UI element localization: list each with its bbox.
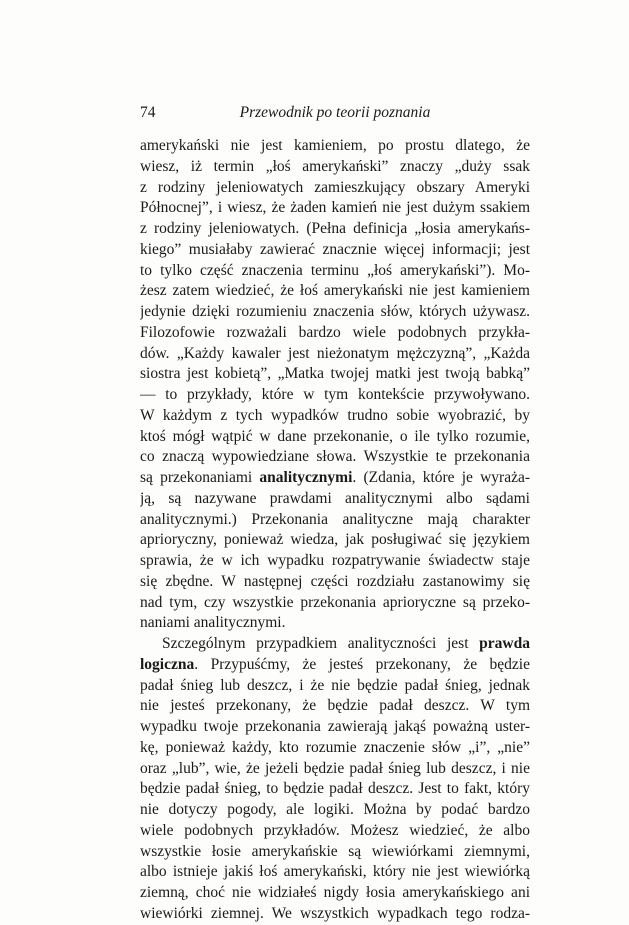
text-line — [140, 468, 530, 489]
text-segment: nie dotyczy pogody, ale logiki. Można by podać bardzo — [140, 801, 530, 818]
text-segment: . Przypuśćmy, że jesteś przekonany, że będzie — [194, 655, 530, 673]
text-line — [140, 883, 530, 904]
text-line — [140, 572, 530, 593]
bold-term: logiczna — [140, 655, 195, 673]
text-segment: nie jesteś przekonany, że będzie padał deszcz. W tym — [140, 697, 530, 715]
text-line — [140, 364, 530, 385]
text-segment: siostra jest kobietą”, „Matka twojej matki jest twoją babką” — [140, 365, 530, 383]
text-line — [140, 302, 530, 323]
text-segment: ziemną, choć nie widziałeś nigdy łosia amerykańskiego ani — [140, 884, 530, 901]
text-line — [140, 219, 530, 240]
text-line — [140, 530, 530, 551]
text-line — [140, 613, 530, 634]
text-line — [140, 759, 530, 780]
text-segment: . (Zdania, które je wyraża- — [352, 469, 530, 486]
text-line — [140, 717, 530, 738]
text-line — [140, 427, 530, 448]
text-segment: amerykański nie jest kamieniem, po prostu dlatego, że — [140, 137, 530, 154]
page-header — [140, 104, 530, 128]
running-title: Przewodnik po teorii poznania — [239, 104, 431, 121]
body-text — [140, 136, 530, 925]
text-line — [140, 281, 530, 302]
text-segment: analitycznymi.) Przekonania analityczne mają charakter — [140, 510, 530, 528]
page-number: 74 — [140, 104, 156, 121]
text-line — [140, 406, 530, 427]
text-segment: się zbędne. W następnej części rozdziału zastanowimy się — [140, 572, 530, 590]
text-segment: ktoś mógł wątpić w dane przekonanie, o ile tylko rozumie, — [140, 427, 530, 445]
text-line — [140, 655, 530, 676]
text-line — [140, 447, 530, 468]
text-line — [140, 800, 530, 821]
text-segment: — to przykłady, które w tym kontekście przywoływano. — [140, 386, 530, 403]
text-segment: sprawia, że w ich wypadku rozpatrywanie świadectw staje — [140, 552, 530, 569]
text-line — [140, 551, 530, 572]
text-line — [140, 904, 530, 925]
text-line — [140, 240, 530, 261]
text-line — [140, 862, 530, 883]
text-segment: padał śnieg lub deszcz, i że nie będzie padał śnieg, jednak — [140, 676, 530, 694]
text-segment: wiele podobnych przykładów. Możesz wiedzieć, że albo — [140, 821, 530, 839]
text-line — [140, 510, 530, 531]
text-segment: dów. „Każdy kawaler jest nieżonatym mężczyzną”, „Każda — [140, 344, 530, 362]
text-line — [140, 842, 530, 863]
text-segment: W każdym z tych wypadków trudno sobie wyobrazić, by — [140, 406, 530, 424]
text-segment: z rodziny jeleniowatych zamieszkujący obszary Ameryki — [140, 178, 530, 196]
text-segment: co znaczą wypowiedziane słowa. Wszystkie te przekonania — [140, 448, 530, 466]
text-line — [140, 198, 530, 219]
bold-term: analitycznymi — [259, 469, 353, 486]
text-segment: z rodziny jeleniowatych. (Pełna definicja „łosia amerykańs- — [140, 220, 530, 237]
text-segment: nad tym, czy wszystkie przekonania aprioryczne są przeko- — [140, 593, 530, 611]
text-segment: Szczególnym przypadkiem analityczności jest — [162, 635, 480, 652]
text-segment: wiewiórki ziemnej. We wszystkich wypadkach tego rodza- — [140, 904, 530, 922]
text-line — [140, 261, 530, 282]
text-line — [140, 344, 530, 365]
text-line — [140, 178, 530, 199]
text-segment: będzie padał śnieg, to będzie padał deszcz. Jest to fakt, który — [140, 780, 530, 798]
text-segment: wszystkie łosie amerykańskie są wiewiórkami ziemnymi, — [140, 842, 530, 860]
text-line — [140, 136, 530, 157]
text-line — [140, 489, 530, 510]
text-segment: wypadku twoje przekonania zawierają jakąś poważną uster- — [140, 718, 530, 735]
text-line — [140, 593, 530, 614]
text-line — [140, 157, 530, 178]
text-segment: wiesz, iż termin „łoś amerykański” znaczy „duży ssak — [140, 157, 530, 175]
text-line — [140, 676, 530, 697]
text-line — [140, 634, 530, 655]
text-segment: albo istnieje jakiś łoś amerykański, który nie jest wiewiórką — [140, 863, 530, 881]
text-line — [140, 779, 530, 800]
text-segment: aprioryczny, ponieważ wiedza, jak posługiwać się językiem — [140, 531, 530, 549]
bold-term: prawda — [479, 635, 530, 652]
text-segment: ją, są nazywane prawdami analitycznymi albo sądami — [140, 489, 530, 507]
text-segment: Północnej”, i wiesz, że żaden kamień nie jest dużym ssakiem — [140, 199, 530, 217]
text-segment: kiego” musiałaby zawierać znacznie więcej informacji; jest — [140, 240, 530, 258]
text-segment: oraz „lub”, wie, że jeżeli będzie padał śnieg lub deszcz, i nie — [140, 759, 530, 777]
text-line — [140, 323, 530, 344]
text-segment: Filozofowie rozważali bardzo wiele podobnych przykła- — [140, 323, 530, 341]
text-line — [140, 821, 530, 842]
text-segment: to tylko część znaczenia terminu „łoś amerykański”). Mo- — [140, 261, 530, 279]
text-segment: żesz zatem wiedzieć, że łoś amerykański nie jest kamieniem — [140, 282, 530, 300]
text-line — [140, 385, 530, 406]
text-segment: naniami analitycznymi. — [140, 614, 286, 632]
text-segment: kę, ponieważ każdy, kto rozumie znaczenie słów „i”, „nie” — [140, 738, 530, 756]
text-segment: jedynie dzięki rozumieniu znaczenia słów, których używasz. — [140, 303, 530, 320]
text-line — [140, 738, 530, 759]
text-line — [140, 696, 530, 717]
text-segment: są przekonaniami — [140, 469, 260, 486]
